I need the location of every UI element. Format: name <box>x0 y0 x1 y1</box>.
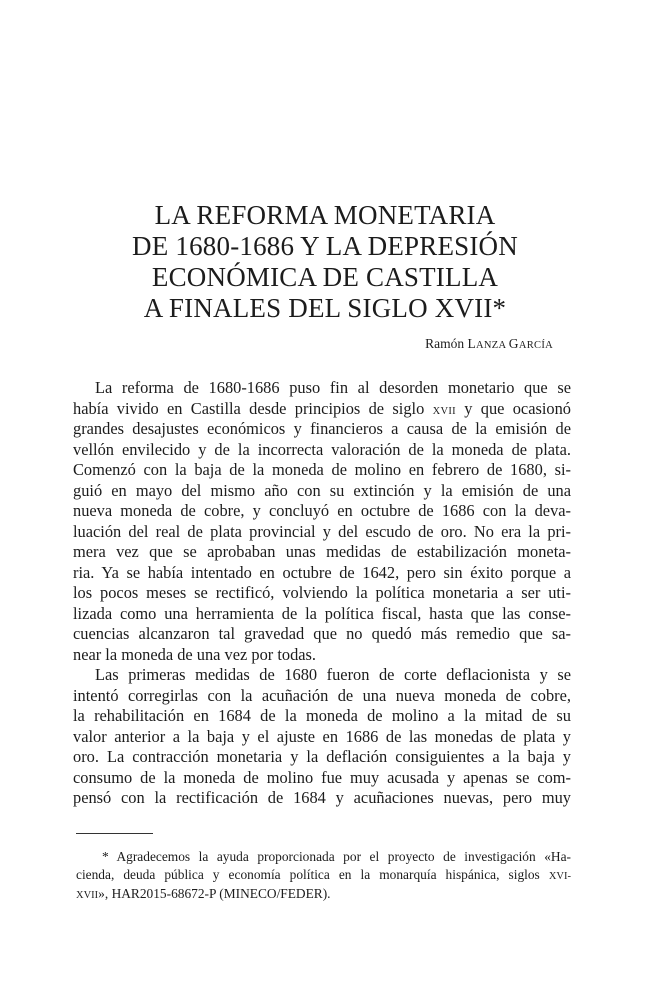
body-line: la rehabilitación en 1684 de la moneda de molino a la mitad de su <box>73 706 571 725</box>
body-line: lizada como una herramienta de la política fiscal, hasta que las conse- <box>73 603 571 623</box>
century-numeral: XVI- <box>548 870 571 882</box>
body-text: y que ocasionó <box>464 398 571 418</box>
body-line: grandes desajustes económicos y financieros a causa de la emisión de <box>73 419 571 438</box>
body-line: La reforma de 1680-1686 puso fin al desorden monetario que se <box>95 378 571 397</box>
body-line: near la moneda de una vez por todas. <box>73 644 317 664</box>
article-title <box>0 200 650 324</box>
body-line: vellón envilecido y de la incorrecta valoración de la moneda de plata. <box>73 439 571 459</box>
body-line: pensó con la rectificación de 1684 y acuñaciones nuevas, pero muy <box>73 788 571 807</box>
title-line: A FINALES DEL SIGLO XVII* <box>143 293 507 323</box>
footnote-line <box>76 866 571 886</box>
footnote-line <box>76 885 571 905</box>
body-line: valor anterior a la baja y el ajuste en 1686 de las monedas de plata y <box>73 726 571 746</box>
footnote-line: * Agradecemos la ayuda proporcionada por el proyecto de investigación «Ha- <box>102 849 571 864</box>
body-line: consumo de la moneda de molino fue muy acusada y apenas se com- <box>73 767 571 787</box>
body-line: luación del real de plata provincial y del escudo de oro. No era la pri- <box>73 521 571 541</box>
century-numeral: XVII <box>76 890 99 901</box>
title-line: LA REFORMA MONETARIA <box>154 200 496 230</box>
body-line: intentó corregirlas con la acuñación de una nueva moneda de cobre, <box>73 685 571 705</box>
body-line: guió en mayo del mismo año con su extinción y la emisión de una <box>73 480 571 500</box>
author-surname: LANZA GARCÍA <box>467 336 553 351</box>
author-first-name: Ramón <box>425 336 465 351</box>
article-body <box>73 378 571 809</box>
body-text: había vivido en Castilla desde principios de siglo <box>73 398 425 418</box>
body-line: nueva moneda de cobre, y concluyó en octubre de 1686 con la deva- <box>73 501 571 520</box>
body-line: mera vez que se aprobaban unas medidas de estabilización moneta- <box>73 542 571 561</box>
body-line: Comenzó con la baja de la moneda de molino en febrero de 1680, si- <box>73 460 571 479</box>
body-line: los pocos meses se rectificó, volviendo la política monetaria a ser uti- <box>73 583 571 602</box>
body-line: ria. Ya se había intentado en octubre de 1642, pero sin éxito porque a <box>73 562 571 582</box>
body-line: oro. La contracción monetaria y la deflación consiguientes a la baja y <box>73 747 571 766</box>
century-numeral: XVII <box>432 405 456 417</box>
body-line: cuencias alcanzaron tal gravedad que no quedó más remedio que sa- <box>73 624 571 643</box>
footnote-text: », HAR2015-68672-P (MINECO/FEDER). <box>98 886 331 901</box>
body-line <box>73 399 571 420</box>
title-line: DE 1680-1686 Y LA DEPRESIÓN <box>132 231 518 261</box>
footnote-text: cienda, deuda pública y economía política en la monarquía hispánica, siglos <box>76 866 540 882</box>
footnote <box>76 848 571 905</box>
article-author <box>425 336 553 352</box>
title-line: ECONÓMICA DE CASTILLA <box>151 262 499 292</box>
body-line: Las primeras medidas de 1680 fueron de corte deflacionista y se <box>95 665 571 684</box>
footnote-separator <box>76 833 153 834</box>
